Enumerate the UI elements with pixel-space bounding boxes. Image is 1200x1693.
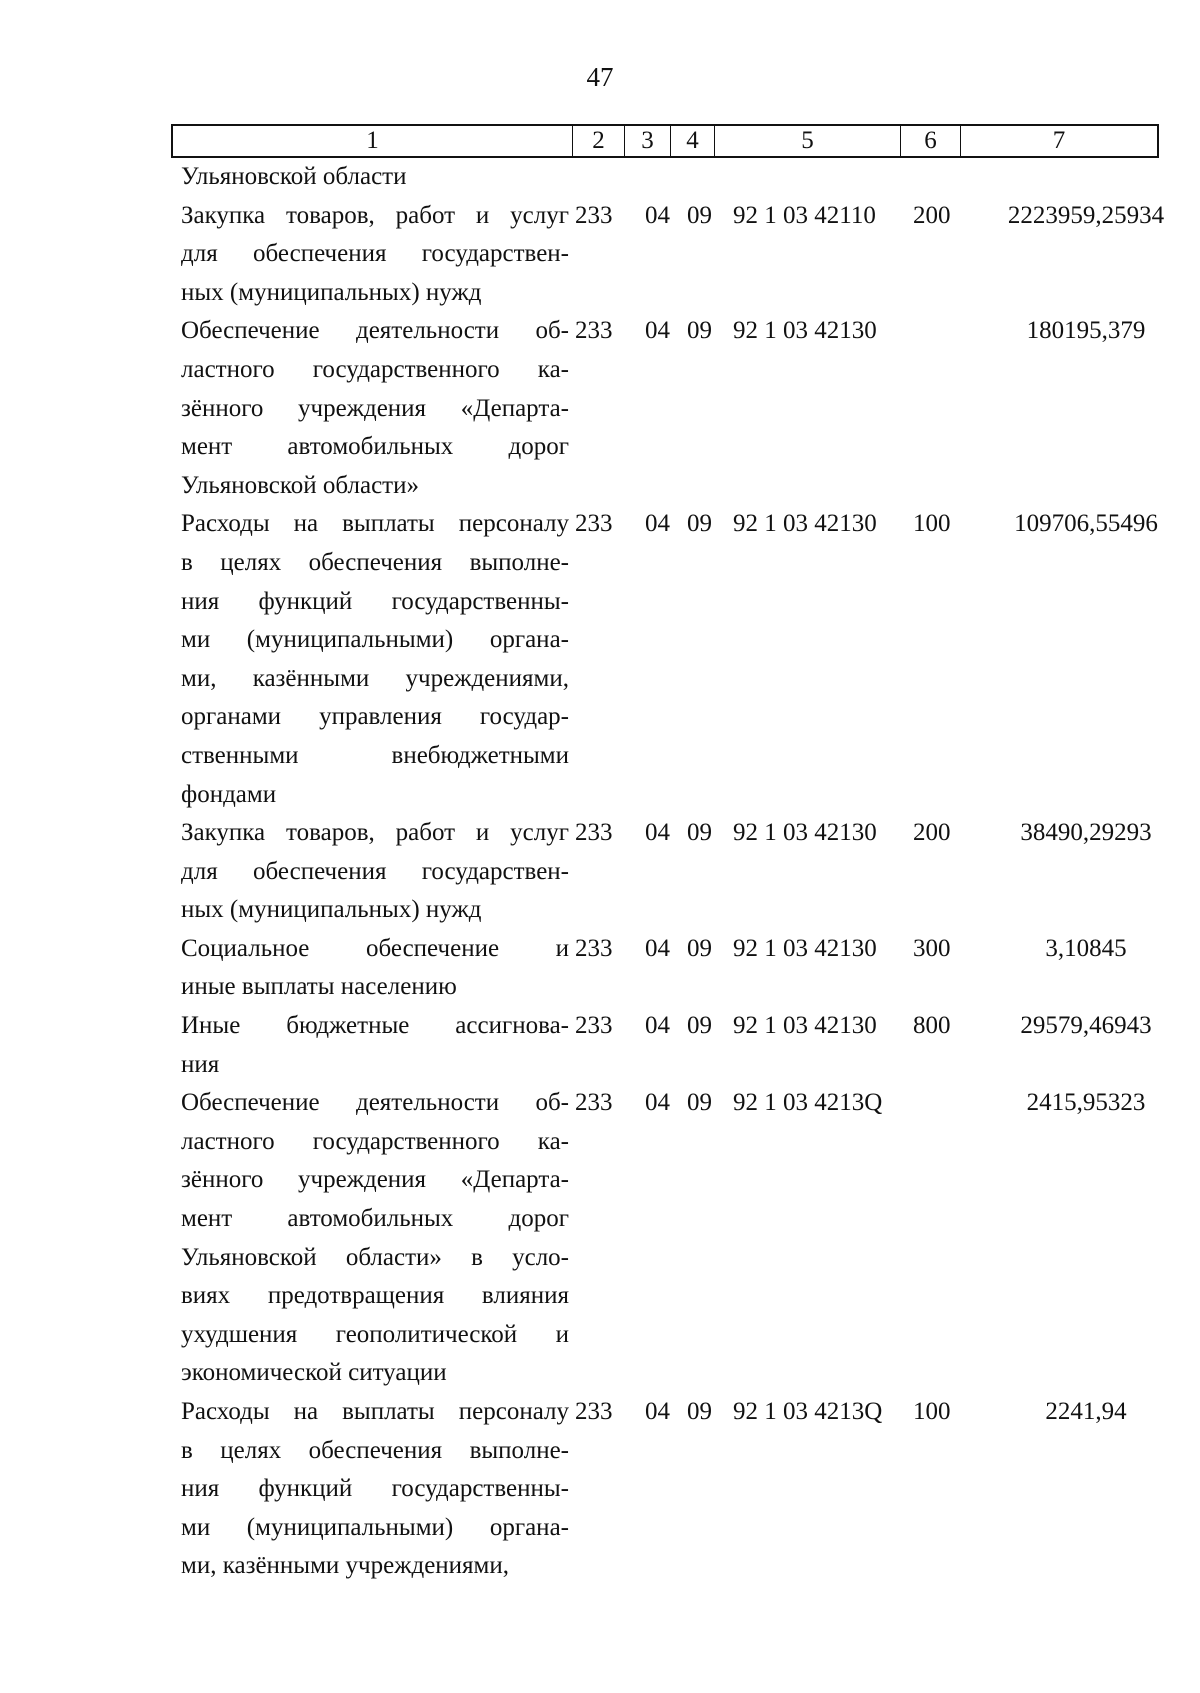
row-section: 04 — [645, 1398, 670, 1425]
row-name-line: иные выплаты населению — [181, 973, 457, 1001]
row-amount: 3,10845 — [1045, 934, 1127, 962]
row-ministry: 233 — [575, 510, 613, 538]
row-name-line: Обеспечение деятельности об- — [181, 317, 569, 345]
row-section: 04 — [645, 317, 670, 345]
header-col-4: 4 — [671, 126, 715, 156]
row-name-line: Обеспечение деятельности об- — [181, 1089, 569, 1117]
row-subsection: 09 — [687, 1089, 712, 1117]
row-name-line: ластного государственного ка- — [181, 1127, 569, 1155]
row-expense-type: 100 — [913, 510, 951, 538]
table-row — [181, 814, 1171, 930]
header-col-6: 6 — [901, 126, 961, 156]
row-amount: 109706,55496 — [1014, 510, 1158, 538]
row-amount: 180195,379 — [1026, 317, 1146, 345]
row-name-line: ния функций государственны- — [181, 1475, 569, 1503]
row-name-line: Ульяновской области» — [181, 471, 419, 499]
header-col-2: 2 — [573, 126, 625, 156]
row-name-line: ми, казёнными учреждениями, — [181, 1552, 510, 1580]
row-subsection: 09 — [687, 510, 712, 538]
row-name-line: зённого учреждения «Департа- — [181, 394, 569, 422]
row-section: 04 — [645, 819, 670, 847]
header-col-3: 3 — [625, 126, 671, 156]
table-row — [181, 197, 1171, 313]
row-name-line: органами управления государ- — [181, 703, 569, 731]
row-target-article: 92 1 03 42130 — [733, 510, 877, 538]
row-expense-type — [913, 312, 993, 351]
row-name-line: Иные бюджетные ассигнова- — [181, 1012, 569, 1040]
row-name-line: Расходы на выплаты персоналу — [181, 510, 569, 538]
row-name — [181, 197, 569, 313]
row-subsection: 09 — [687, 1012, 712, 1040]
table-body — [181, 158, 1171, 1586]
row-name-line: виях предотвращения влияния — [181, 1282, 569, 1310]
row-name-line: ния — [181, 1050, 220, 1078]
row-ministry: 233 — [575, 1089, 613, 1117]
row-code — [569, 814, 1001, 853]
row-section: 04 — [645, 201, 670, 229]
row-target-article: 92 1 03 42130 — [733, 317, 877, 345]
row-code — [569, 505, 1001, 544]
row-name-line: экономической ситуации — [181, 1359, 447, 1387]
table-header — [171, 124, 1159, 158]
row-name-line: Ульяновской области» в усло- — [181, 1243, 569, 1271]
row-section: 04 — [645, 510, 670, 538]
row-name-line: мент автомобильных дорог — [181, 1205, 569, 1233]
row-code — [569, 1393, 1001, 1432]
row-name — [181, 1007, 569, 1084]
row-code — [569, 1007, 1001, 1046]
header-col-5: 5 — [715, 126, 901, 156]
row-name-line: ластного государственного ка- — [181, 355, 569, 383]
row-name — [181, 1084, 569, 1393]
row-name — [181, 1393, 569, 1586]
header-col-7: 7 — [1052, 127, 1066, 154]
table-row — [181, 312, 1171, 505]
row-expense-type: 100 — [913, 1398, 951, 1425]
row-amount: 38490,29293 — [1020, 819, 1152, 847]
table-row — [181, 1007, 1171, 1084]
row-target-article: 92 1 03 42130 — [733, 819, 877, 847]
row-target-article: 92 1 03 42130 — [733, 934, 877, 962]
row-ministry: 233 — [575, 819, 613, 847]
row-name — [181, 930, 569, 1007]
row-expense-type: 300 — [913, 934, 951, 962]
row-target-article: 92 1 03 4213Q — [733, 1089, 883, 1117]
row-ministry: 233 — [575, 201, 613, 229]
row-target-article: 92 1 03 42110 — [733, 201, 876, 229]
row-name-line: в целях обеспечения выполне- — [181, 548, 569, 576]
row-name-line: ственными внебюджетными — [181, 741, 569, 769]
row-name-line: ния функций государственны- — [181, 587, 569, 615]
row-name-line: ных (муниципальных) нужд — [181, 896, 482, 924]
row-section: 04 — [645, 934, 670, 962]
row-name — [181, 814, 569, 930]
row-expense-type — [913, 1084, 993, 1123]
row-code — [569, 312, 1001, 351]
row-amount: 2241,94 — [1045, 1398, 1127, 1425]
row-code — [569, 1084, 1001, 1123]
table-row — [181, 1084, 1171, 1393]
row-name-line: ми, казёнными учреждениями, — [181, 664, 569, 692]
row-subsection: 09 — [687, 934, 712, 962]
row-name-line: ми (муниципальными) органа- — [181, 626, 569, 654]
row-name — [181, 505, 569, 814]
row-target-article: 92 1 03 4213Q — [733, 1398, 883, 1425]
row-subsection: 09 — [687, 317, 712, 345]
row-expense-type: 200 — [913, 201, 951, 229]
row-code — [569, 930, 1001, 969]
row-name-line: Закупка товаров, работ и услуг — [181, 819, 569, 847]
row-name-line: зённого учреждения «Департа- — [181, 1166, 569, 1194]
table-row — [181, 158, 1171, 197]
row-section: 04 — [645, 1012, 670, 1040]
row-name — [181, 312, 569, 505]
row-ministry: 233 — [575, 1398, 613, 1425]
header-col-1: 1 — [173, 126, 573, 156]
row-subsection: 09 — [687, 819, 712, 847]
table-row — [181, 1393, 1171, 1586]
row-name-line: ми (муниципальными) органа- — [181, 1513, 569, 1541]
row-ministry: 233 — [575, 317, 613, 345]
row-ministry: 233 — [575, 934, 613, 962]
row-name-line: мент автомобильных дорог — [181, 433, 569, 461]
row-name-line: Закупка товаров, работ и услуг — [181, 201, 569, 229]
row-name-line: Социальное обеспечение и — [181, 934, 569, 962]
row-name-line: Расходы на выплаты персоналу — [181, 1398, 569, 1425]
row-subsection: 09 — [687, 201, 712, 229]
row-section: 04 — [645, 1089, 670, 1117]
page-number: 47 — [586, 62, 614, 92]
row-target-article: 92 1 03 42130 — [733, 1012, 877, 1040]
row-name-line: фондами — [181, 780, 277, 808]
row-amount: 29579,46943 — [1020, 1012, 1152, 1040]
row-name-line: для обеспечения государствен- — [181, 857, 569, 885]
table-row — [181, 505, 1171, 814]
row-name-line: для обеспечения государствен- — [181, 240, 569, 268]
row-ministry: 233 — [575, 1012, 613, 1040]
row-name-line: ухудшения геополитической и — [181, 1320, 569, 1348]
row-name-line: в целях обеспечения выполне- — [181, 1436, 569, 1464]
row-name-line: ных (муниципальных) нужд — [181, 278, 482, 306]
row-subsection: 09 — [687, 1398, 712, 1425]
row-amount: 2415,95323 — [1026, 1089, 1146, 1117]
row-amount: 2223959,25934 — [1007, 201, 1165, 229]
row-code — [569, 197, 1001, 236]
row-name-line: Ульяновской области — [181, 163, 407, 190]
row-expense-type: 200 — [913, 819, 951, 847]
row-name — [181, 158, 569, 197]
row-expense-type: 800 — [913, 1012, 951, 1040]
table-row — [181, 930, 1171, 1007]
